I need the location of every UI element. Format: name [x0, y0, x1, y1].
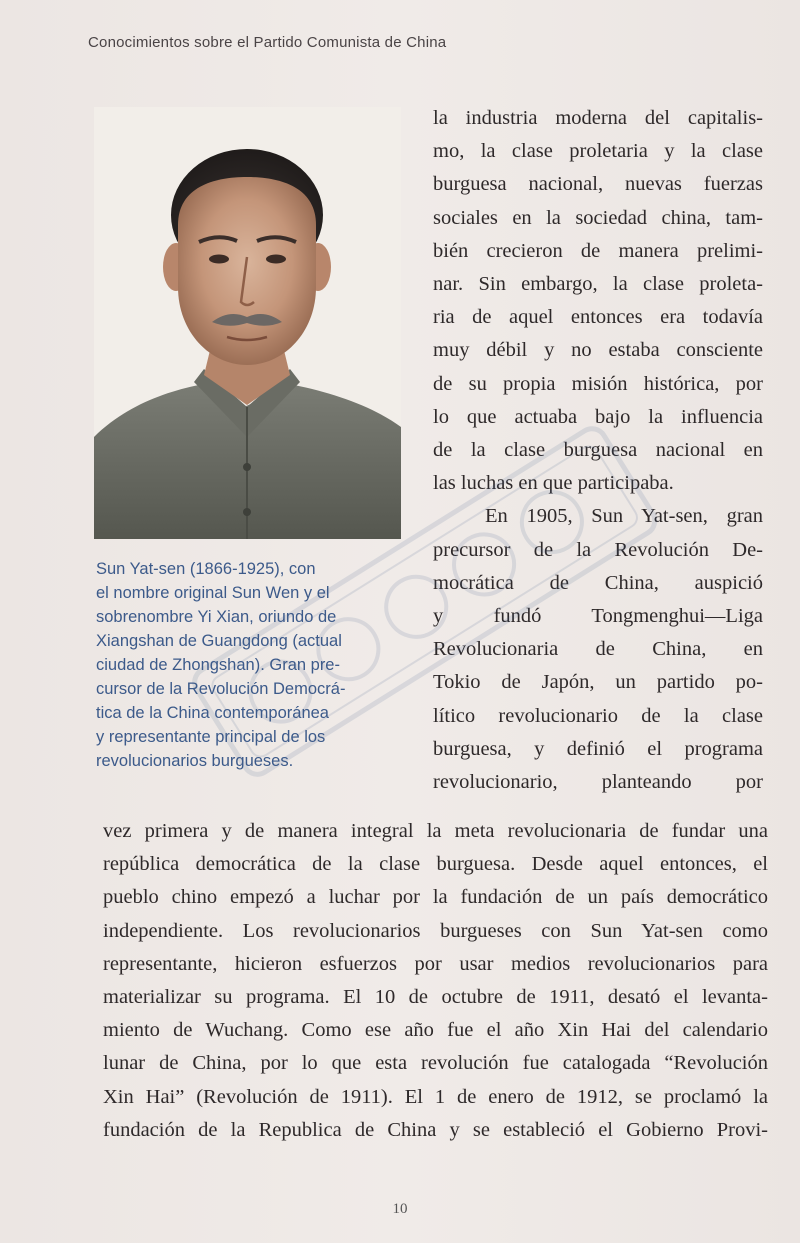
- text-line: de su propia misión histórica, por: [433, 372, 763, 395]
- text-line: revolucionario, planteando por: [433, 771, 763, 794]
- text-line: Revolucionaria de China, en: [433, 638, 763, 661]
- caption-line: Sun Yat-sen (1866-1925), con: [96, 560, 316, 578]
- text-line: mo, la clase proletaria y la clase: [433, 140, 763, 163]
- text-line: nar. Sin embargo, la clase proleta-: [433, 273, 763, 296]
- paragraph-start-line: En 1905, Sun Yat-sen, gran: [485, 505, 763, 528]
- portrait-photo: [94, 107, 401, 539]
- text-line: Xin Hai” (Revolución de 1911). El 1 de enero de 1912, se proclamó la: [103, 1085, 768, 1108]
- text-line: burguesa, y definió el programa: [433, 737, 763, 760]
- text-line: lo que actuaba bajo la influencia: [433, 405, 763, 428]
- caption-line: sobrenombre Yi Xian, oriundo de: [96, 608, 337, 626]
- text-line: las luchas en que participaba.: [433, 472, 674, 495]
- full-width-text: [103, 815, 768, 1147]
- caption-line: revolucionarios burgueses.: [96, 752, 294, 770]
- text-line: precursor de la Revolución De-: [433, 538, 763, 561]
- text-line: de la clase burguesa nacional en: [433, 439, 763, 462]
- caption-line: Xiangshan de Guangdong (actual: [96, 632, 342, 650]
- text-line: materializar su programa. El 10 de octubre de 1911, desató el levanta-: [103, 986, 768, 1009]
- text-line: independiente. Los revolucionarios burgueses con Sun Yat-sen como: [103, 919, 768, 942]
- text-line: la industria moderna del capitalis-: [433, 107, 763, 129]
- text-line: vez primera y de manera integral la meta revolucionaria de fundar una: [103, 820, 768, 842]
- photo-caption: [96, 557, 406, 773]
- text-line: fundación de la Republica de China y se estableció el Gobierno Provi-: [103, 1118, 768, 1141]
- text-line: Tokio de Japón, un partido po-: [433, 671, 763, 694]
- right-column-text: [433, 102, 763, 799]
- text-line: lítico revolucionario de la clase: [433, 704, 763, 727]
- text-line: muy débil y no estaba consciente: [433, 339, 763, 362]
- text-line: pueblo chino empezó a luchar por la fundación de un país democrático: [103, 886, 768, 909]
- caption-line: el nombre original Sun Wen y el: [96, 584, 330, 602]
- text-line: y fundó Tongmenghui—Liga: [433, 605, 763, 628]
- running-head: Conocimientos sobre el Partido Comunista de China: [88, 34, 447, 51]
- text-line: miento de Wuchang. Como ese año fue el año Xin Hai del calendario: [103, 1019, 768, 1042]
- text-line: sociales en la sociedad china, tam-: [433, 206, 763, 229]
- text-line: burguesa nacional, nuevas fuerzas: [433, 173, 763, 196]
- text-line: lunar de China, por lo que esta revolución fue catalogada “Revolución: [103, 1052, 768, 1075]
- text-line: mocrática de China, auspició: [433, 571, 763, 594]
- text-line: ria de aquel entonces era todavía: [433, 306, 763, 329]
- caption-line: tica de la China contemporánea: [96, 704, 329, 722]
- caption-line: ciudad de Zhongshan). Gran pre-: [96, 656, 340, 674]
- caption-line: cursor de la Revolución Democrá-: [96, 680, 346, 698]
- text-line: república democrática de la clase burguesa. Desde aquel entonces, el: [103, 853, 768, 876]
- page-number: 10: [392, 1201, 408, 1217]
- text-line: representante, hicieron esfuerzos por usar medios revolucionarios para: [103, 952, 768, 975]
- text-line: bién crecieron de manera prelimi-: [433, 239, 763, 262]
- caption-line: y representante principal de los: [96, 728, 326, 746]
